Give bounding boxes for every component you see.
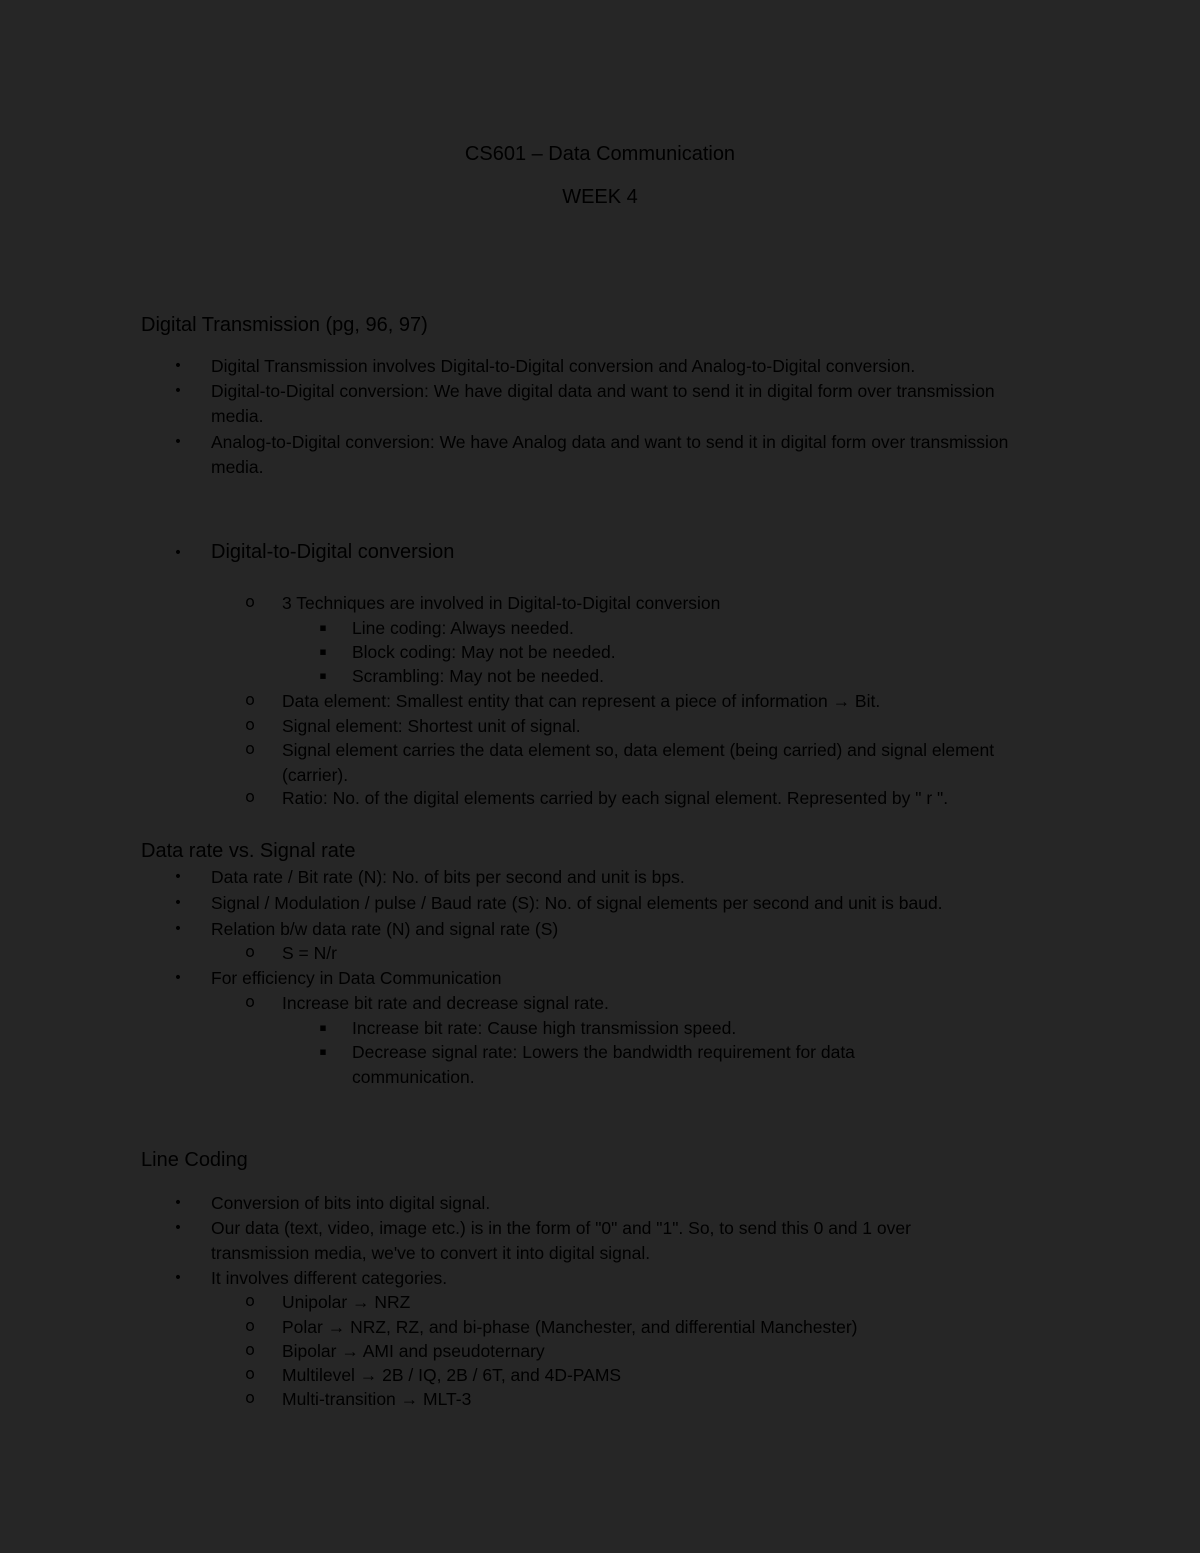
list-item xyxy=(173,865,1041,890)
bullet-circle-icon: o xyxy=(245,992,255,1011)
list-item-text: For efficiency in Data Communication xyxy=(211,968,502,988)
list-item xyxy=(173,1191,1041,1216)
list-item xyxy=(173,966,1041,991)
section-heading-data-rate: Data rate vs. Signal rate xyxy=(141,840,356,862)
list-item-text: Bipolar → AMI and pseudoternary xyxy=(282,1341,545,1361)
list-item xyxy=(245,689,1042,714)
list-item-text: Decrease signal rate: Lowers the bandwidth requirement for data communication. xyxy=(352,1042,855,1087)
list-item xyxy=(245,591,1042,616)
list-item-text: Scrambling: May not be needed. xyxy=(352,666,604,686)
bullet-disc-icon: • xyxy=(173,1270,183,1286)
bullet-disc-icon: • xyxy=(173,1220,183,1236)
bullet-disc-icon: • xyxy=(173,358,183,374)
list-item xyxy=(173,891,1041,916)
list-item-d2d-heading xyxy=(173,539,1041,565)
list-item xyxy=(245,1363,1042,1388)
bullet-circle-icon: o xyxy=(245,1291,255,1310)
bullet-square-icon: ▪ xyxy=(319,1045,327,1058)
list-item-text: Signal element: Shortest unit of signal. xyxy=(282,716,581,736)
bullet-circle-icon: o xyxy=(245,1340,255,1359)
list-item-text: Ratio: No. of the digital elements carried by each signal element. Represented by " r ". xyxy=(282,788,949,808)
bullet-circle-icon: o xyxy=(245,1388,255,1407)
list-item xyxy=(319,1040,942,1089)
bullet-square-icon: ▪ xyxy=(319,1021,327,1034)
bullet-circle-icon: o xyxy=(245,592,255,611)
list-item-text: S = N/r xyxy=(282,943,337,963)
list-item xyxy=(245,1290,1042,1315)
bullet-disc-icon: • xyxy=(173,383,183,399)
list-item-text: Multilevel → 2B / IQ, 2B / 6T, and 4D-PAMS xyxy=(282,1365,622,1385)
bullet-circle-icon: o xyxy=(245,690,255,709)
list-item xyxy=(173,917,1041,942)
list-item-text: Data element: Smallest entity that can represent a piece of information → Bit. xyxy=(282,691,881,711)
list-item-text: Digital-to-Digital conversion: We have digital data and want to send it in digital form over transmission media. xyxy=(211,381,995,426)
list-item-text: It involves different categories. xyxy=(211,1268,448,1288)
bullet-disc-icon: • xyxy=(173,869,183,885)
list-item-text: Conversion of bits into digital signal. xyxy=(211,1193,491,1213)
list-item xyxy=(173,1216,1011,1265)
list-item-text: Signal element carries the data element so, data element (being carried) and signal element (carrier). xyxy=(282,740,995,785)
bullet-disc-icon: • xyxy=(173,434,183,450)
list-item xyxy=(173,430,1011,479)
bullet-disc-icon: • xyxy=(173,921,183,937)
section-heading-line-coding: Line Coding xyxy=(141,1149,248,1171)
bullet-square-icon: ▪ xyxy=(319,645,327,658)
document-title: CS601 – Data Communication xyxy=(464,143,736,165)
list-item xyxy=(319,1016,952,1041)
bullet-disc-icon: • xyxy=(173,1195,183,1211)
list-item xyxy=(173,379,1001,428)
list-item xyxy=(245,738,1022,787)
list-item-text: 3 Techniques are involved in Digital-to-Digital conversion xyxy=(282,593,721,613)
list-item-text: Increase bit rate and decrease signal rate. xyxy=(282,993,609,1013)
list-item xyxy=(245,991,1042,1016)
list-item-text: Analog-to-Digital conversion: We have Analog data and want to send it in digital form over transmission media. xyxy=(211,432,1009,477)
list-item-text: Signal / Modulation / pulse / Baud rate (S): No. of signal elements per second and unit is baud. xyxy=(211,893,943,913)
list-item-text: Our data (text, video, image etc.) is in the form of "0" and "1". So, to send this 0 and 1 over transmission media, we've to convert it into digital signal. xyxy=(211,1218,911,1263)
bullet-disc-icon: • xyxy=(173,545,183,561)
list-item-text: Line coding: Always needed. xyxy=(352,618,574,638)
section-heading-digital-transmission: Digital Transmission (pg, 96, 97) xyxy=(141,314,428,336)
list-item-text: Block coding: May not be needed. xyxy=(352,642,616,662)
list-item xyxy=(245,1387,1042,1412)
bullet-square-icon: ▪ xyxy=(319,669,327,682)
bullet-circle-icon: o xyxy=(245,739,255,758)
list-item xyxy=(319,616,952,641)
list-item-text: Data rate / Bit rate (N): No. of bits per second and unit is bps. xyxy=(211,867,685,887)
list-item-text: Increase bit rate: Cause high transmission speed. xyxy=(352,1018,737,1038)
list-item-text: Relation b/w data rate (N) and signal rate (S) xyxy=(211,919,559,939)
list-item xyxy=(245,1315,1042,1340)
list-item-text: Digital-to-Digital conversion xyxy=(211,541,455,563)
list-item xyxy=(319,664,952,689)
bullet-circle-icon: o xyxy=(245,1364,255,1383)
list-item xyxy=(173,1266,1041,1291)
list-item-text: Digital Transmission involves Digital-to-Digital conversion and Analog-to-Digital conversion. xyxy=(211,356,916,376)
list-item-text: Polar → NRZ, RZ, and bi-phase (Manchester, and differential Manchester) xyxy=(282,1317,858,1337)
list-item xyxy=(245,941,1042,966)
list-item xyxy=(245,1339,1042,1364)
bullet-circle-icon: o xyxy=(245,1316,255,1335)
bullet-disc-icon: • xyxy=(173,895,183,911)
list-item xyxy=(319,640,952,665)
list-item-text: Multi-transition → MLT-3 xyxy=(282,1389,472,1409)
list-item xyxy=(245,714,1042,739)
bullet-circle-icon: o xyxy=(245,942,255,961)
list-item xyxy=(173,354,1041,379)
bullet-square-icon: ▪ xyxy=(319,621,327,634)
bullet-circle-icon: o xyxy=(245,787,255,806)
bullet-circle-icon: o xyxy=(245,715,255,734)
list-item-text: Unipolar → NRZ xyxy=(282,1292,411,1312)
bullet-disc-icon: • xyxy=(173,970,183,986)
list-item xyxy=(245,786,1042,811)
document-subtitle: WEEK 4 xyxy=(562,186,638,208)
